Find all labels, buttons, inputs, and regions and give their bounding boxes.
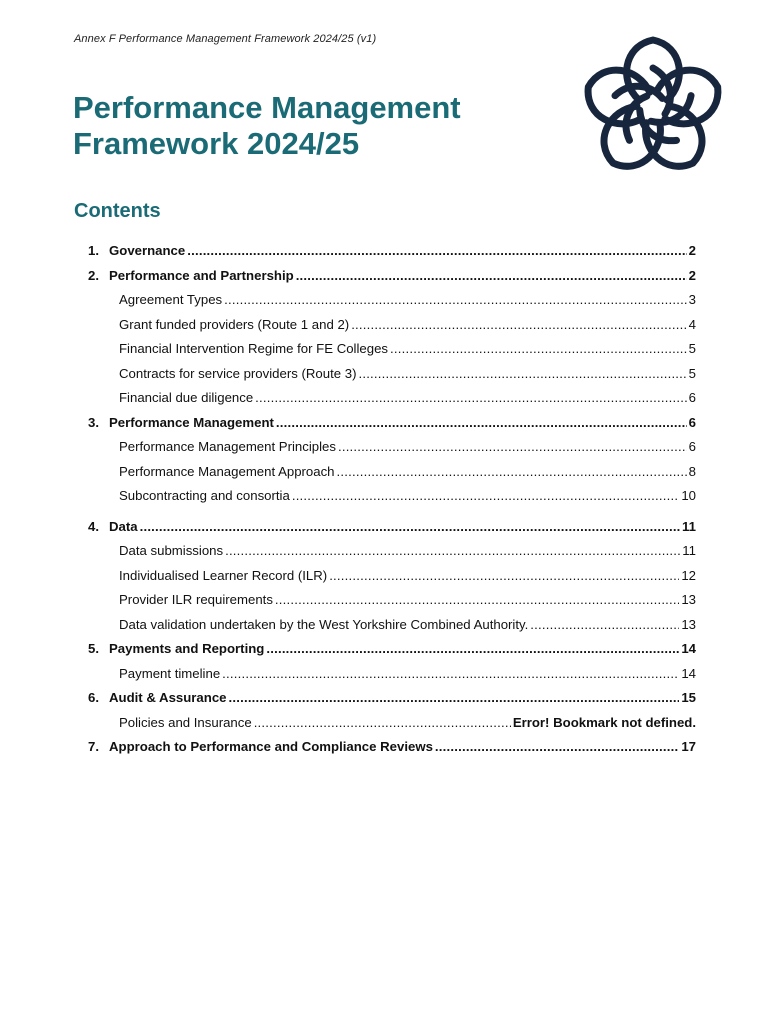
toc-entry-label: Governance (109, 243, 186, 258)
toc-entry[interactable] (88, 488, 696, 513)
toc-entry-label: Payments and Reporting (109, 641, 265, 656)
toc-entry[interactable] (88, 439, 696, 464)
toc-entry-page: 14 (681, 641, 696, 656)
toc-entry[interactable] (88, 592, 696, 617)
toc-entry-label: Audit & Assurance (109, 690, 227, 705)
toc-entry[interactable] (88, 519, 696, 544)
toc-entry-number: 4. (88, 518, 99, 534)
toc-entry-label: Data validation undertaken by the West Yorkshire Combined Authority. (119, 616, 529, 632)
toc-dot-leader (187, 243, 686, 258)
toc-entry-page: Error! Bookmark not defined. (512, 714, 696, 730)
title-line-2: Framework 2024/25 (73, 126, 360, 161)
toc-entry-label: Provider ILR requirements (119, 592, 273, 607)
table-of-contents (88, 243, 696, 764)
toc-dot-leader (337, 464, 687, 479)
toc-dot-leader (351, 317, 686, 332)
toc-entry-page: 6 (688, 439, 696, 454)
toc-entry-page: 6 (688, 390, 696, 405)
toc-entry-number: 2. (88, 267, 99, 283)
toc-dot-leader (329, 568, 679, 583)
toc-entry-page: 6 (688, 414, 696, 430)
toc-entry[interactable] (88, 543, 696, 568)
toc-entry-page: 4 (688, 316, 696, 332)
toc-entry-label: Data submissions (119, 543, 224, 558)
toc-dot-leader (275, 592, 679, 607)
toc-entry-page: 8 (688, 463, 696, 479)
toc-entry-label: Performance Management Approach (119, 463, 335, 479)
toc-entry-label: Grant funded providers (Route 1 and 2) (119, 316, 350, 332)
running-header: Annex F Performance Management Framework 2024/25 (v1) (74, 33, 377, 45)
toc-entry[interactable] (88, 690, 696, 715)
toc-entry-number: 3. (88, 414, 99, 430)
toc-entry[interactable] (88, 317, 696, 342)
toc-dot-leader (224, 292, 687, 307)
toc-entry[interactable] (88, 617, 696, 642)
toc-entry-page: 2 (688, 267, 696, 283)
toc-entry[interactable] (88, 666, 696, 691)
toc-entry-number: 6. (88, 690, 99, 705)
toc-dot-leader (338, 439, 687, 454)
toc-dot-leader (435, 739, 679, 754)
toc-dot-leader (276, 415, 687, 430)
toc-dot-leader (222, 666, 679, 681)
toc-dot-leader (266, 641, 679, 656)
toc-dot-leader (254, 715, 511, 730)
toc-entry-page: 12 (681, 567, 696, 583)
toc-entry-label: Financial Intervention Regime for FE Colleges (119, 341, 389, 356)
toc-entry-label: Individualised Learner Record (ILR) (119, 567, 328, 583)
toc-dot-leader (225, 543, 680, 558)
toc-entry[interactable] (88, 464, 696, 489)
toc-entry-page: 11 (682, 543, 696, 558)
toc-entry-page: 2 (688, 243, 696, 258)
toc-entry[interactable] (88, 341, 696, 366)
toc-entry-number: 5. (88, 641, 99, 656)
toc-entry-label: Agreement Types (119, 292, 223, 307)
toc-entry-label: Performance Management Principles (119, 439, 336, 454)
toc-entry-page: 3 (688, 292, 696, 307)
toc-entry[interactable] (88, 641, 696, 666)
toc-entry[interactable] (88, 415, 696, 440)
toc-entry-label: Approach to Performance and Compliance Reviews (109, 739, 433, 754)
toc-entry-label: Contracts for service providers (Route 3) (119, 365, 357, 381)
toc-entry-page: 14 (681, 665, 696, 681)
toc-dot-leader (255, 390, 686, 405)
toc-entry-page: 15 (681, 690, 696, 705)
toc-dot-leader (358, 366, 686, 381)
toc-entry-page: 10 (681, 488, 696, 503)
toc-entry-page: 11 (682, 518, 696, 534)
toc-entry-label: Financial due diligence (119, 390, 254, 405)
toc-dot-leader (530, 617, 679, 632)
toc-entry[interactable] (88, 243, 696, 268)
toc-entry-page: 13 (681, 592, 696, 607)
toc-dot-leader (390, 341, 687, 356)
toc-dot-leader (292, 488, 680, 503)
toc-entry-page: 5 (688, 365, 696, 381)
toc-dot-leader (229, 690, 680, 705)
document-title (73, 90, 553, 162)
toc-entry[interactable] (88, 568, 696, 593)
toc-entry-label: Performance Management (109, 414, 274, 430)
toc-entry[interactable] (88, 292, 696, 317)
toc-entry-label: Subcontracting and consortia (119, 488, 290, 503)
toc-entry[interactable] (88, 739, 696, 764)
toc-entry-label: Policies and Insurance (119, 714, 252, 730)
toc-entry-page: 5 (688, 341, 696, 356)
title-line-1: Performance Management (73, 90, 461, 125)
toc-entry-page: 17 (681, 739, 696, 754)
toc-entry-label: Data (109, 518, 138, 534)
toc-entry-number: 1. (88, 243, 99, 258)
toc-entry-label: Performance and Partnership (109, 267, 294, 283)
contents-heading: Contents (74, 200, 161, 222)
toc-entry-number: 7. (88, 739, 99, 754)
toc-entry-label: Payment timeline (119, 665, 221, 681)
toc-dot-leader (140, 519, 680, 534)
toc-entry[interactable] (88, 366, 696, 391)
toc-entry-page: 13 (681, 616, 696, 632)
rose-knot-logo-icon (577, 30, 729, 182)
toc-dot-leader (296, 268, 687, 283)
toc-entry[interactable] (88, 268, 696, 293)
toc-entry[interactable] (88, 390, 696, 415)
toc-entry[interactable] (88, 715, 696, 740)
